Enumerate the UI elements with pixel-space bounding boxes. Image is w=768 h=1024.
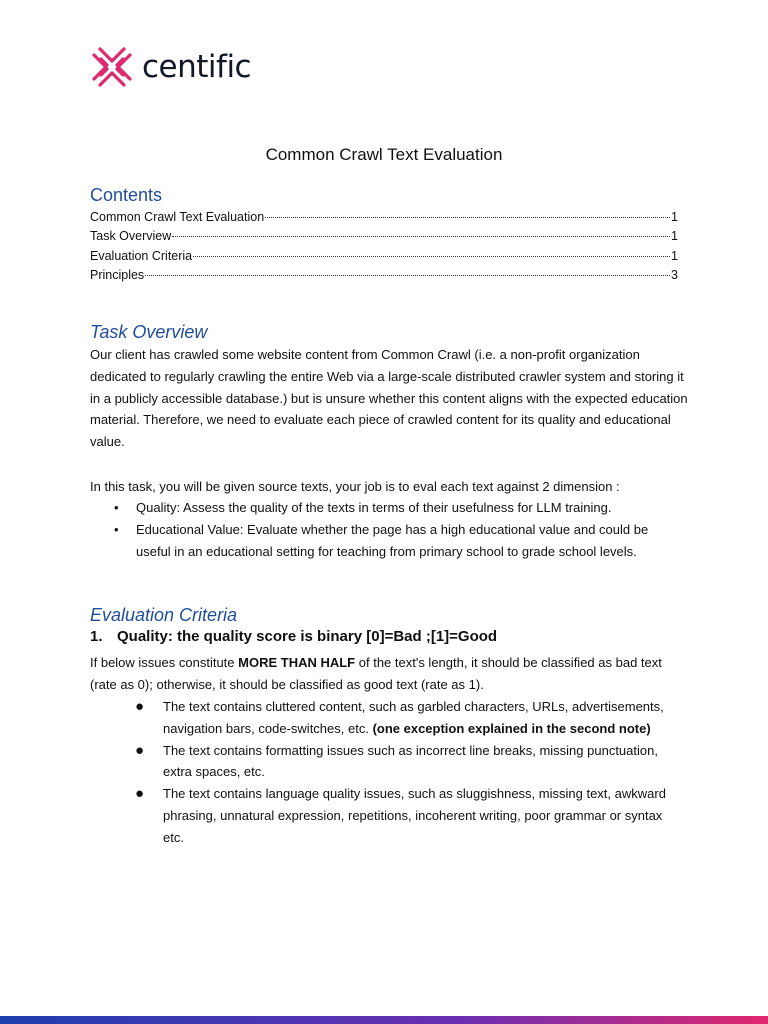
toc-leader: [265, 217, 670, 218]
toc-leader: [172, 236, 670, 237]
toc-entry-page: 1: [671, 248, 678, 263]
footer-gradient-bar: [0, 1016, 768, 1024]
toc-entry-page: 1: [671, 229, 678, 244]
contents-heading: Contents: [90, 185, 163, 205]
task-overview-heading: Task Overview: [90, 322, 208, 342]
list-item: [114, 497, 684, 519]
list-item: [135, 783, 675, 848]
task-overview-paragraph-1: Our client has crawled some website content from Common Crawl (i.e. a non-profit organization dedicated to regularly crawling the entire Web via a large-scale distributed crawler system and storing it in a publicly accessible database.) but is unsure whether this content aligns with the expected education material. Therefore, we need to evaluate each piece of crawled content for its quality and educational value.: [90, 347, 688, 450]
list-item: [135, 696, 675, 740]
intro-text: If below issues constitute: [90, 655, 239, 670]
bullet-icon: •: [114, 500, 119, 515]
task-overview-paragraph-2: In this task, you will be given source texts, your job is to eval each text against 2 dimension :: [90, 479, 620, 494]
intro-text-rest: of the text's length, it should be classified as bad text (rate as 0); otherwise, it should be classified as good text (rate as 1).: [90, 655, 662, 692]
list-item-text: The text contains cluttered content, such as garbled characters, URLs, advertisements, navigation bars, code-switches, etc.: [163, 699, 664, 736]
toc-entry-common-crawl[interactable]: [90, 210, 678, 229]
task-dimensions-list: [114, 497, 684, 563]
toc-entry-page: 1: [671, 210, 678, 224]
subheading-number: 1.: [90, 628, 103, 645]
toc-entry-label: Common Crawl Text Evaluation: [90, 210, 265, 224]
list-item: [135, 740, 675, 784]
centific-logo-icon: [90, 45, 134, 89]
logo-wordmark: centific: [142, 48, 252, 85]
toc-entry-label: Task Overview: [90, 229, 172, 244]
bullet-icon: •: [114, 522, 119, 537]
toc-entry-page: 3: [671, 267, 678, 282]
bullet-icon: ●: [135, 698, 145, 715]
toc-entry-label: Evaluation Criteria: [90, 248, 193, 263]
list-item-text: Educational Value: Evaluate whether the page has a high educational value and could be useful in an educational setting for teaching from primary school to grade school levels.: [136, 522, 649, 559]
quality-issues-list: [135, 696, 675, 849]
list-item: [114, 519, 684, 563]
bullet-icon: ●: [135, 741, 145, 759]
table-of-contents: [90, 210, 678, 287]
toc-entry-task-overview[interactable]: [90, 229, 678, 248]
list-item-text: The text contains formatting issues such as incorrect line breaks, missing punctuation, extra spaces, etc.: [163, 742, 658, 780]
subheading-text: Quality: the quality score is binary [0]=Bad ;[1]=Good: [117, 628, 498, 645]
list-item-emphasis: (one exception explained in the second note): [372, 720, 651, 736]
toc-entry-label: Principles: [90, 267, 145, 282]
quality-subheading: [90, 628, 497, 645]
quality-intro-paragraph: [90, 652, 690, 696]
toc-leader: [145, 275, 670, 276]
list-item-text: Quality: Assess the quality of the texts in terms of their usefulness for LLM training.: [136, 500, 612, 515]
document-title: Common Crawl Text Evaluation: [265, 145, 503, 164]
intro-emphasis: MORE THAN HALF: [238, 655, 356, 670]
toc-entry-evaluation-criteria[interactable]: [90, 249, 678, 268]
evaluation-criteria-heading: Evaluation Criteria: [90, 605, 238, 625]
toc-entry-principles[interactable]: [90, 268, 678, 287]
toc-leader: [193, 256, 670, 257]
company-logo: [90, 44, 251, 90]
list-item-text: The text contains language quality issues, such as sluggishness, missing text, awkward phrasing, unnatural expression, repetitions, incoherent writing, poor grammar or syntax etc.: [163, 786, 666, 845]
bullet-icon: ●: [135, 785, 145, 803]
